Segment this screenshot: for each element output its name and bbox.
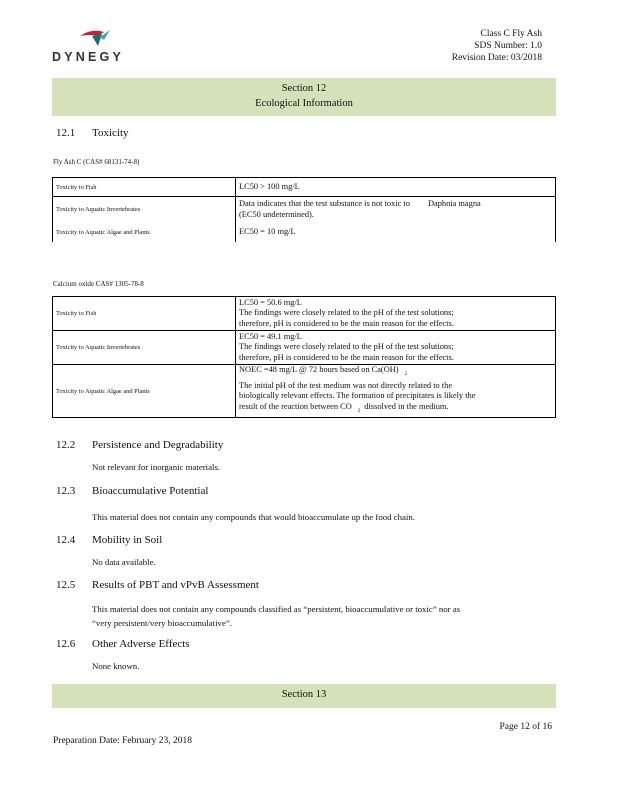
text-12-3: This material does not contain any compounds that would bioaccumulate up the food chain. (92, 512, 415, 522)
calcium-oxide-caption: Calcium oxide CAS# 1305-78-8 (53, 280, 144, 288)
row-value (236, 365, 556, 418)
value-line: EC50 = 49.1 mg/L (239, 331, 302, 341)
section-12-header (52, 78, 556, 116)
section-12-title: Section 12 (281, 83, 327, 94)
preparation-date: Preparation Date: February 23, 2018 (53, 736, 193, 746)
subscript: 2 (404, 372, 408, 377)
brand-name: DYNEGY (52, 50, 124, 64)
heading-text: Persistence and Degradability (92, 439, 224, 451)
value-line: therefore, pH is considered to be the main reason for the effects. (239, 318, 454, 328)
heading-text: Toxicity (92, 127, 129, 139)
heading-text: Mobility in Soil (92, 534, 163, 546)
heading-12-5 (56, 579, 259, 591)
table-row (53, 331, 556, 365)
row-value: EC50 = 10 mg/L (236, 223, 556, 242)
heading-number: 12.4 (56, 534, 76, 546)
value-part: result of the reaction between CO (239, 401, 352, 411)
row-label: Toxicity to Aquatic Invertebrates (53, 197, 236, 223)
row-label: Toxicity to Aquatic Algae and Plants (53, 365, 236, 418)
heading-12-4 (56, 534, 162, 546)
heading-12-1 (56, 127, 129, 139)
doc-title: Class C Fly Ash (480, 29, 542, 39)
fly-ash-toxicity-table (52, 177, 556, 242)
section-12-subtitle: Ecological Information (255, 98, 353, 109)
fly-ash-caption: Fly Ash C (CAS# 68131-74-8) (53, 158, 140, 166)
value-part: dissolved in the medium. (364, 401, 449, 411)
value-line: The findings were closely related to the pH of the test solutions; (239, 308, 454, 318)
row-value: LC50 > 100 mg/L (236, 178, 556, 197)
text-12-2: Not relevant for inorganic materials. (92, 462, 221, 472)
subscript: 2 (357, 408, 361, 414)
section-13-header (52, 684, 556, 708)
heading-12-2 (56, 439, 223, 451)
row-label: Toxicity to Aquatic Invertebrates (53, 331, 236, 365)
table-row (53, 197, 556, 223)
species-name: Daphnia magna (427, 199, 481, 209)
table-row (53, 178, 556, 197)
heading-number: 12.2 (56, 439, 76, 451)
value-line (239, 402, 552, 418)
heading-number: 12.3 (56, 485, 76, 497)
row-value (236, 197, 556, 223)
page-number: Page 12 of 16 (499, 722, 552, 732)
table-row (53, 297, 556, 331)
heading-text: Results of PBT and vPvB Assessment (92, 579, 259, 591)
heading-text: Other Adverse Effects (92, 638, 190, 650)
text-line: “very persistent/very bioaccumulative”. (92, 618, 232, 628)
row-label: Toxicity to Fish (53, 297, 236, 331)
table-row (53, 223, 556, 242)
row-value (236, 297, 556, 331)
heading-number: 12.6 (56, 638, 76, 650)
text-12-4: No data available. (92, 557, 156, 567)
value-line: biologically relevant effects. The formation of precipitates is likely the (239, 391, 476, 400)
text-12-6: None known. (92, 661, 140, 671)
logo-mark-icon (78, 26, 112, 48)
heading-number: 12.1 (56, 127, 76, 139)
value-line: The initial pH of the test medium was not directly related to the (239, 380, 453, 390)
revision-date: Revision Date: 03/2018 (451, 53, 542, 63)
text-line: This material does not contain any compounds classified as “persistent, bioaccumulative or toxic” nor as (92, 604, 461, 614)
heading-12-6 (56, 638, 190, 650)
text-12-5 (92, 602, 460, 630)
value-line (239, 365, 552, 381)
calcium-oxide-toxicity-table (52, 296, 556, 418)
value-part: (EC50 undetermined). (239, 209, 314, 219)
section-13-title: Section 13 (281, 689, 327, 700)
value-part: Data indicates that the test substance is not toxic to (239, 199, 410, 209)
value-part: NOEC =48 mg/L @ 72 hours based on Ca(OH) (239, 365, 399, 374)
value-line: LC50 = 50.6 mg/L (239, 297, 302, 307)
document-header-info (452, 28, 542, 64)
sds-number: SDS Number: 1.0 (474, 41, 542, 51)
value-line: therefore, pH is considered to be the main reason for the effects. (239, 352, 454, 362)
heading-text: Bioaccumulative Potential (92, 485, 209, 497)
table-row (53, 365, 556, 418)
row-label: Toxicity to Fish (53, 178, 236, 197)
row-label: Toxicity to Aquatic Algae and Plants (53, 223, 236, 242)
row-value (236, 331, 556, 365)
value-line: The findings were closely related to the pH of the test solutions; (239, 342, 454, 352)
heading-number: 12.5 (56, 579, 76, 591)
dynegy-logo (52, 26, 142, 66)
heading-12-3 (56, 485, 208, 497)
